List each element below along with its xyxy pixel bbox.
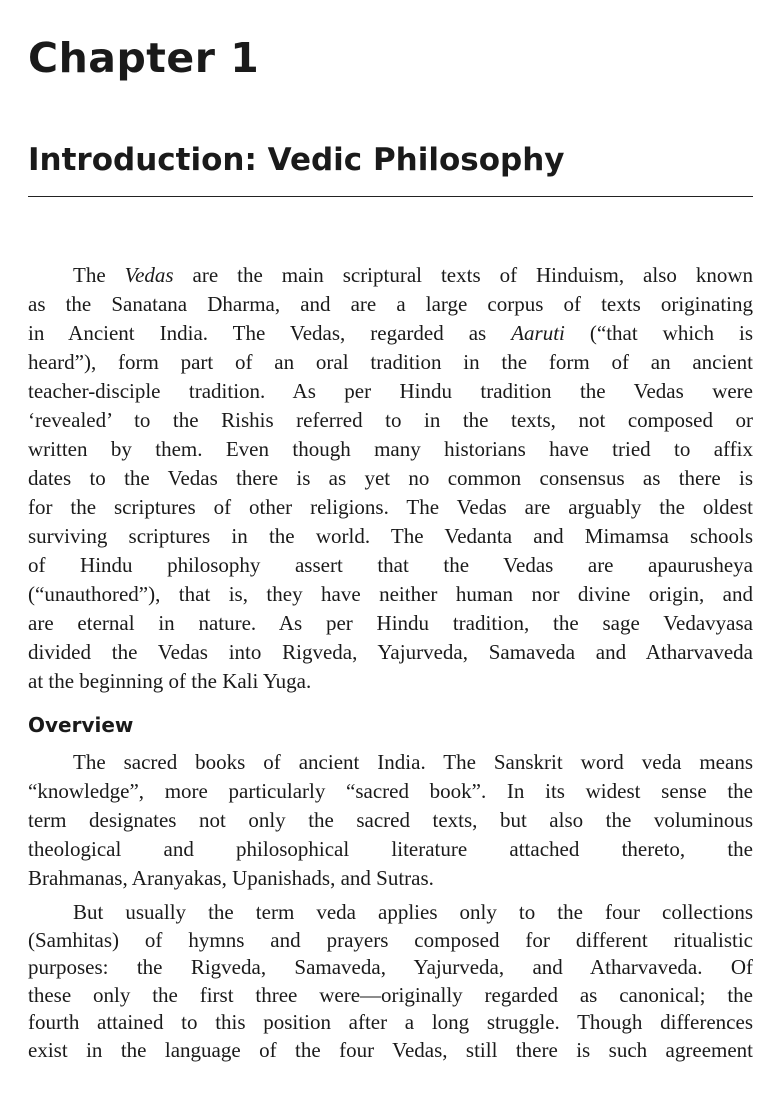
text-segment: (“that which is xyxy=(564,321,753,345)
text-line: exist in the language of the four Vedas, still there is such agreement xyxy=(28,1037,753,1062)
text-line: theological and philosophical literature attached thereto, the xyxy=(28,837,753,861)
chapter-label: Chapter 1 xyxy=(28,34,260,82)
text-segment: The xyxy=(73,263,125,287)
italic-term: Aaruti xyxy=(511,321,565,345)
text-segment: are the main scriptural texts of Hinduism, also known xyxy=(173,263,753,287)
text-line: fourth attained to this position after a long struggle. Though differences xyxy=(28,1010,753,1034)
text-line: (“unauthored”), that is, they have neither human nor divine origin, and xyxy=(28,582,753,606)
text-line: as the Sanatana Dharma, and are a large corpus of texts originating xyxy=(28,292,753,316)
text-segment: in Ancient India. The Vedas, regarded as xyxy=(28,321,512,345)
text-line xyxy=(28,261,753,290)
text-line: are eternal in nature. As per Hindu tradition, the sage Vedavyasa xyxy=(28,611,753,635)
text-line: The sacred books of ancient India. The Sanskrit word veda means xyxy=(73,750,753,774)
text-line: of Hindu philosophy assert that the Vedas are apaurusheya xyxy=(28,553,753,577)
text-line: divided the Vedas into Rigveda, Yajurveda, Samaveda and Atharvaveda xyxy=(28,640,753,664)
chapter-title: Introduction: Vedic Philosophy xyxy=(28,142,565,178)
text-line: for the scriptures of other religions. The Vedas are arguably the oldest xyxy=(28,495,753,519)
text-line: purposes: the Rigveda, Samaveda, Yajurveda, and Atharvaveda. Of xyxy=(28,955,753,979)
text-line: term designates not only the sacred texts, but also the voluminous xyxy=(28,808,753,832)
text-line: “knowledge”, more particularly “sacred book”. In its widest sense the xyxy=(28,779,753,803)
text-line: But usually the term veda applies only to the four collections xyxy=(73,900,753,924)
title-divider xyxy=(28,196,753,197)
text-line: heard”), form part of an oral tradition in the form of an ancient xyxy=(28,350,753,374)
text-line: teacher-disciple tradition. As per Hindu tradition the Vedas were xyxy=(28,379,753,403)
text-line: at the beginning of the Kali Yuga. xyxy=(28,669,312,693)
text-line: dates to the Vedas there is as yet no common consensus as there is xyxy=(28,466,753,490)
text-line: Brahmanas, Aranyakas, Upanishads, and Sutras. xyxy=(28,866,434,890)
paragraph-overview-1 xyxy=(28,748,753,893)
text-line: surviving scriptures in the world. The Vedanta and Mimamsa schools xyxy=(28,524,753,548)
paragraph-overview-2 xyxy=(28,899,753,1064)
text-line: (Samhitas) of hymns and prayers composed for different ritualistic xyxy=(28,927,753,952)
text-line: these only the first three were—originally regarded as canonical; the xyxy=(28,982,753,1007)
text-line: ‘revealed’ to the Rishis referred to in the texts, not composed or xyxy=(28,408,753,432)
paragraph-intro xyxy=(28,261,753,696)
text-line xyxy=(28,319,753,348)
section-heading-overview: Overview xyxy=(28,713,134,737)
italic-term: Vedas xyxy=(124,263,174,287)
text-line: written by them. Even though many historians have tried to affix xyxy=(28,437,753,461)
